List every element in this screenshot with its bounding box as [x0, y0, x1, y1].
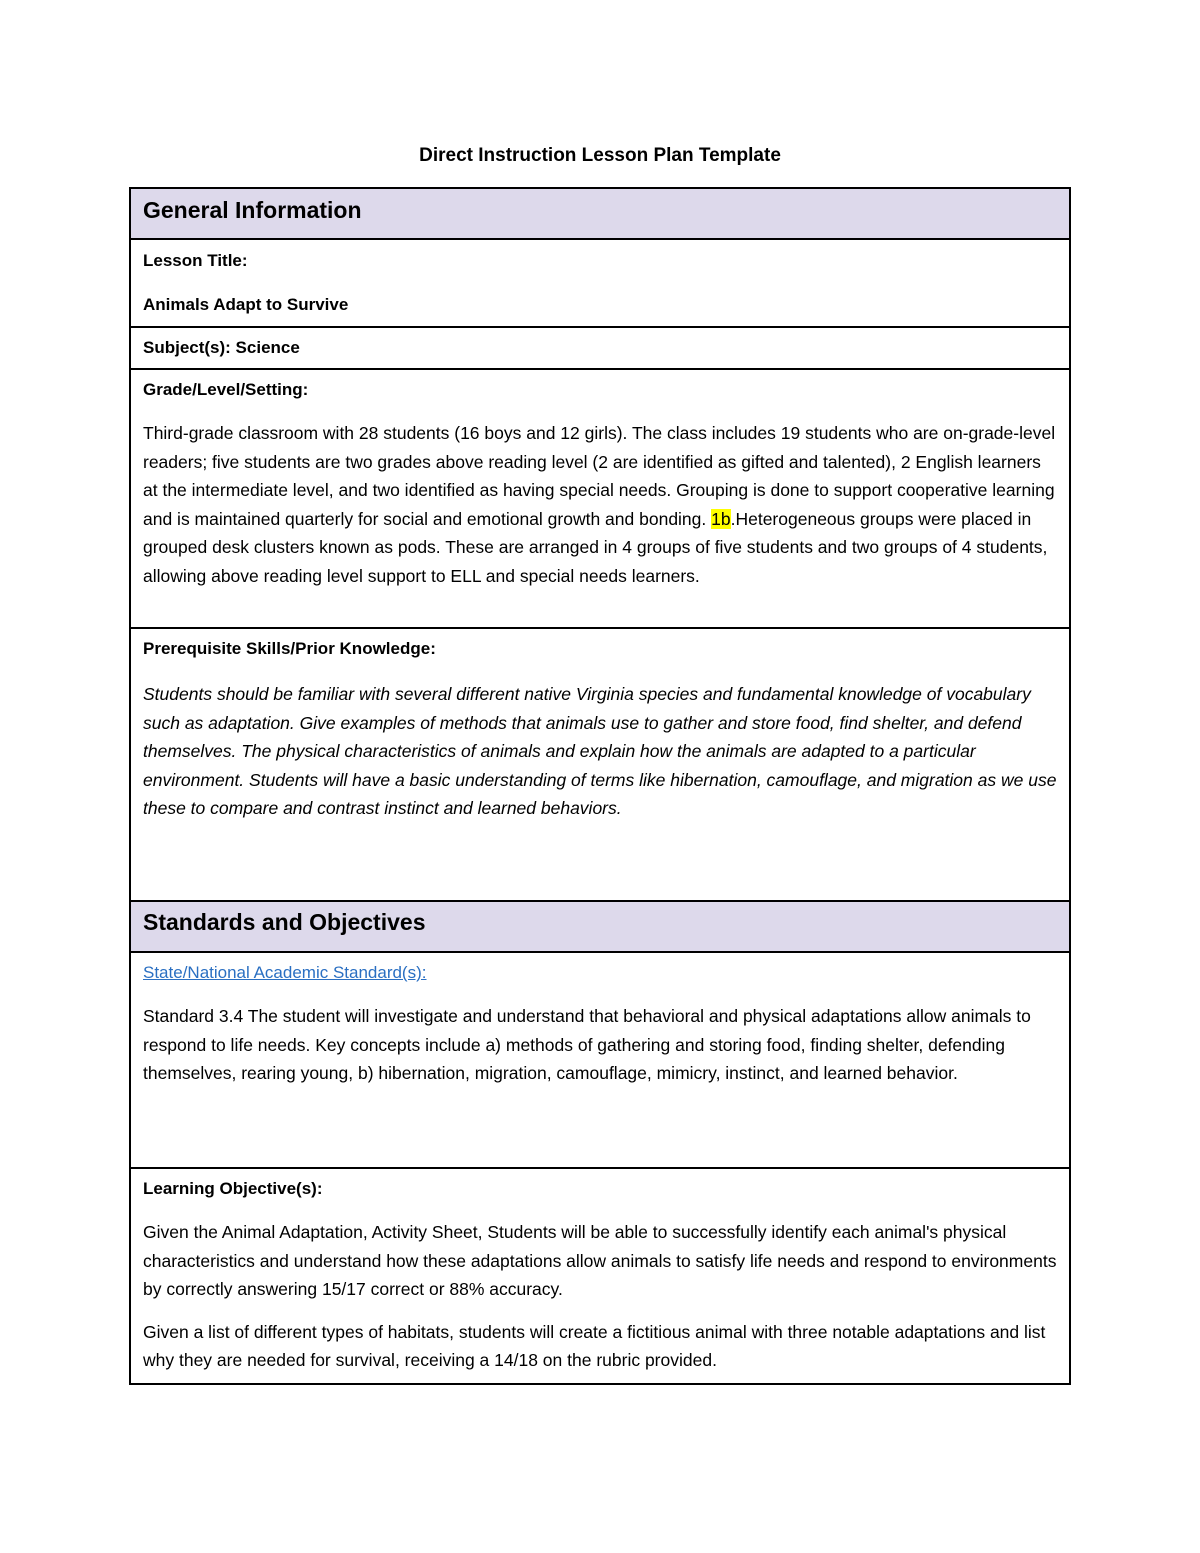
prerequisite-skills-cell	[131, 627, 1069, 900]
standard-highlight-1b: 1b	[711, 508, 731, 529]
grade-text-before: Third-grade classroom with 28 students (16 boys and 12 girls). The class includes 19 students who are on-grade-level readers; five students are two grades above reading level (2 are identified as gifted and talented), 2 English learners at the intermediate level, and two identified as having special needs. Grouping is done to support cooperative learning and is maintained quarterly for social and emotional growth and bonding.	[143, 423, 1056, 529]
academic-standards-cell	[131, 951, 1069, 1167]
lesson-title-cell	[131, 238, 1069, 326]
general-information-header	[131, 189, 1069, 238]
grade-level-setting-cell	[131, 368, 1069, 627]
subject-cell	[131, 326, 1069, 368]
grade-level-setting-label: Grade/Level/Setting:	[143, 380, 309, 399]
standards-objectives-header	[131, 900, 1069, 951]
lesson-title-label: Lesson Title:	[143, 251, 248, 270]
academic-standards-text: Standard 3.4 The student will investigate and understand that behavioral and physical adaptations allow animals to respond to life needs. Key concepts include a) methods of gathering and storing food, finding shelter, defending themselves, rearing young, b) hibernation, migration, camouflage, mimicry, instinct, and learned behavior.	[143, 1006, 1031, 1084]
prerequisite-skills-text: Students should be familiar with several different native Virginia species and fundamental knowledge of vocabulary such as adaptation. Give examples of methods that animals use to gather and store food, find shelter, and defend themselves. The physical characteristics of animals and explain how the animals are adapted to a particular environment. Students will have a basic understanding of terms like hibernation, camouflage, and migration as we use these to compare and contrast instinct and learned behaviors.	[143, 684, 1057, 819]
lesson-plan-table	[129, 187, 1071, 1385]
learning-objective-2: Given a list of different types of habitats, students will create a fictitious animal with three notable adaptations and list why they are needed for survival, receiving a 14/18 on the rubric provided.	[143, 1321, 1046, 1371]
document-title: Direct Instruction Lesson Plan Template	[419, 145, 781, 166]
lesson-title-value: Animals Adapt to Survive	[143, 295, 349, 314]
learning-objectives-cell	[131, 1167, 1069, 1383]
subject-label: Subject(s): Science	[143, 338, 300, 357]
grade-level-setting-text	[143, 419, 1057, 591]
general-information-heading: General Information	[143, 197, 362, 223]
academic-standards-link[interactable]: State/National Academic Standard(s):	[143, 963, 427, 982]
learning-objective-1: Given the Animal Adaptation, Activity Sheet, Students will be able to successfully identify each animal's physical characteristics and understand how these adaptations allow animals to satisfy life needs and respond to environments by correctly answering 15/17 correct or 88% accuracy.	[143, 1222, 1057, 1300]
grade-text-after: .Heterogeneous groups were placed in grouped desk clusters known as pods. These are arranged in 4 groups of five students and two groups of 4 students, allowing above reading level support to ELL and special needs learners.	[143, 508, 1048, 586]
learning-objectives-label: Learning Objective(s):	[143, 1179, 323, 1198]
prerequisite-skills-label: Prerequisite Skills/Prior Knowledge:	[143, 639, 436, 658]
standards-objectives-heading: Standards and Objectives	[143, 909, 426, 935]
